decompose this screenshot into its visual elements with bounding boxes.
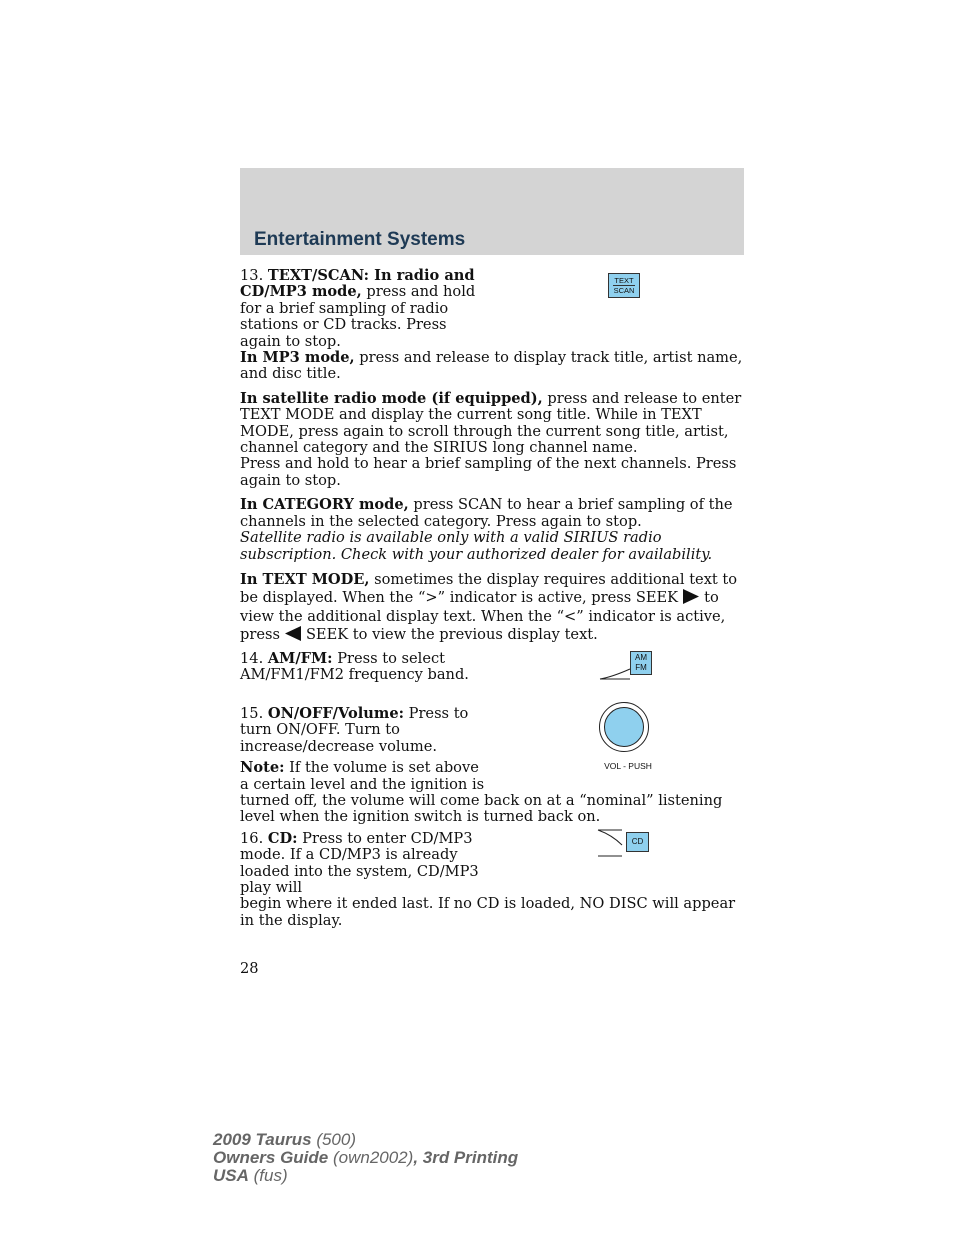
footer-line-2: Owners Guide (own2002), 3rd Printing: [213, 1148, 519, 1167]
satellite-hold-text: Press and hold to hear a brief sampling of the next channels. Press again to stop.: [240, 455, 737, 489]
item-14-title: AM/FM:: [267, 649, 333, 667]
category-mode-text: In CATEGORY mode, press SCAN to hear a brief sampling of the channels in the selected category. Press again to stop.: [240, 496, 733, 530]
document-footer: [213, 1131, 518, 1185]
cd-button-icon: CD: [596, 829, 652, 859]
volume-knob-icon: [597, 702, 659, 772]
satellite-mode-text: In satellite radio mode (if equipped), press and release to enter TEXT MODE and display the current song title. While in TEXT MODE, press again to scroll through the current song title, artist, channel category and the SIRIUS long channel name.: [240, 389, 742, 457]
volume-knob-label: VOL - PUSH: [604, 760, 652, 771]
item-16-continued: begin where it ended last. If no CD is loaded, NO DISC will appear in the display.: [240, 895, 736, 929]
section-title: Entertainment Systems: [254, 229, 466, 250]
item-16-text: 16. CD: Press to enter CD/MP3 mode. If a CD/MP3 is already loaded into the system, CD/MP3 play will: [240, 829, 479, 896]
seek-right-arrow-icon: [682, 589, 700, 604]
item-13-title: TEXT/SCAN: In radio and CD/MP3 mode,: [240, 267, 475, 301]
footer-line-3: USA (fus): [213, 1166, 288, 1185]
item-13-text: 13. TEXT/SCAN: In radio and CD/MP3 mode, press and hold for a brief sampling of radio stations or CD tracks. Press again to stop.: [240, 267, 476, 350]
item-text-scan: [240, 268, 744, 383]
item-cd: [240, 831, 744, 929]
section-header-bar: [240, 168, 744, 255]
item-15-text: 15. ON/OFF/Volume: Press to turn ON/OFF. Turn to increase/decrease volume.: [240, 704, 469, 755]
page-content: [240, 268, 744, 929]
volume-note-continued: turned off, the volume will come back on at a “nominal” listening level when the ignition switch is turned back on.: [240, 791, 723, 826]
item-am-fm: [240, 651, 744, 701]
item-14-text: 14. AM/FM: Press to select AM/FM1/FM2 frequency band.: [240, 649, 469, 684]
volume-note-text: Note: If the volume is set above a certain level and the ignition is: [240, 759, 485, 793]
satellite-availability-note: Satellite radio is available only with a valid SIRIUS radio subscription. Check with your authorized dealer for availability.: [240, 529, 713, 563]
mp3-mode-text: In MP3 mode, press and release to display track title, artist name, and disc title.: [240, 349, 743, 383]
item-16-title: CD:: [267, 829, 298, 847]
seek-left-arrow-icon: [284, 626, 302, 641]
text-mode-text: In TEXT MODE, sometimes the display requires additional text to be displayed. When the “>” indicator is active, press SEEK to view the additional display text. When the “<” indicator is active, press SEEK to view the previous display text.: [240, 570, 738, 644]
page-number: 28: [240, 960, 259, 977]
item-on-off-volume: [240, 706, 744, 826]
am-fm-button-icon: AM FM: [598, 651, 652, 681]
item-15-title: ON/OFF/Volume:: [267, 704, 404, 722]
text-scan-button-icon: TEXT SCAN: [608, 273, 640, 298]
footer-line-1: 2009 Taurus (500): [213, 1130, 357, 1149]
